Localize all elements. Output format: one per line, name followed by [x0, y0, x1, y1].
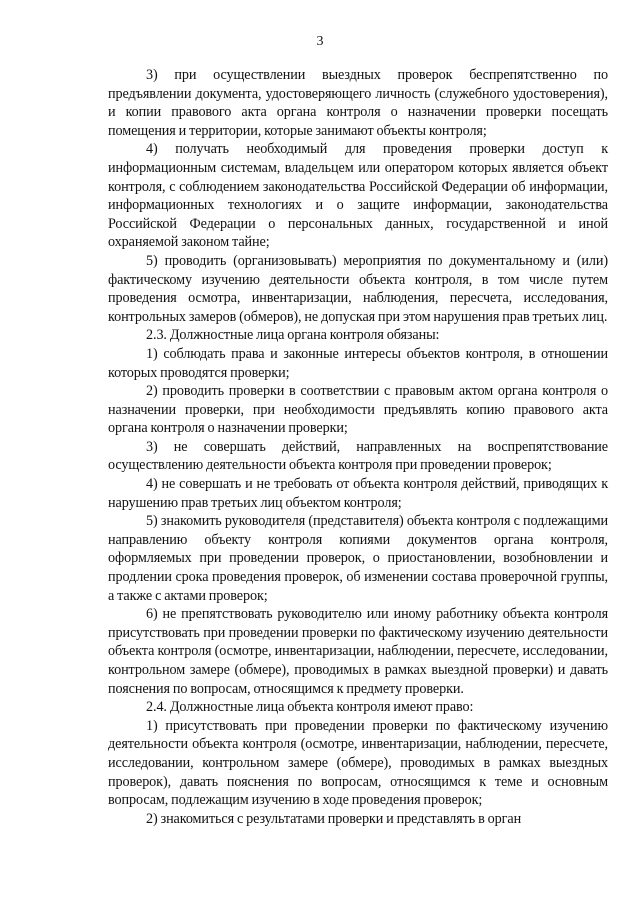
paragraph: 3) не совершать действий, направленных на воспрепятствование осуществлению деятельности объекта контроля при проведении проверок;: [108, 438, 608, 474]
paragraph: 2) проводить проверки в соответствии с правовым актом органа контроля о назначении проверки, при необходимости предъявлять копию правового акта органа контроля о назначении проверки;: [108, 383, 608, 437]
section-heading: 2.3. Должностные лица органа контроля обязаны:: [146, 327, 440, 344]
paragraph: 5) проводить (организовывать) мероприятия по документальному и (или) фактическому изучению деятельности объекта контроля, в том числе путем проведения осмотра, инвентаризации, наблюдения, пересчета, исследования, контрольных замеров (обмеров), не допуская при этом нарушения прав третьих лиц.: [108, 252, 608, 325]
section-heading: 2.4. Должностные лица объекта контроля имеют право:: [146, 699, 474, 716]
paragraph: 4) получать необходимый для проведения проверки доступ к информационным системам, владельцем или оператором которых является объект контроля, с соблюдением законодательства Российской Федерации об информации, информационных технологиях и о защите информации, законодательства Российской Федерации о персональных данных, государственной и иной охраняемой законом тайне;: [108, 141, 608, 251]
paragraph: 4) не совершать и не требовать от объекта контроля действий, приводящих к нарушению прав третьих лиц объектом контроля;: [108, 476, 608, 511]
page-number: 3: [316, 34, 324, 49]
document-body: [108, 66, 608, 828]
paragraph: 1) присутствовать при проведении проверки по фактическому изучению деятельности объекта контроля (осмотре, инвентаризации, наблюдении, пересчете, исследовании, контрольном замере (обмере), проводимых в рамках выездных проверок), давать пояснения по вопросам, относящимся к теме и основным вопросам, подлежащим изучению в ходе проведения проверок;: [108, 717, 608, 809]
paragraph: 1) соблюдать права и законные интересы объектов контроля, в отношении которых проводятся проверки;: [108, 345, 608, 381]
paragraph: 5) знакомить руководителя (представителя) объекта контроля с подлежащими направлению объекту контроля копиями документов органа контроля, оформляемых при проведении проверок, о приостановлении, возобновлении и продлении срока проведения проверок, об изменении состава проверочной группы, а также с актами проверок;: [108, 513, 608, 604]
paragraph: 2) знакомиться с результатами проверки и представлять в орган: [146, 810, 522, 827]
paragraph: 6) не препятствовать руководителю или иному работнику объекта контроля присутствовать при проведении проверки по фактическому изучению деятельности объекта контроля (осмотре, инвентаризации, наблюдении, пересчете, исследовании, контрольном замере (обмере), проводимых в рамках выездной проверки) и давать пояснения по вопросам, относящимся к предмету проверки.: [108, 606, 608, 697]
paragraph: 3) при осуществлении выездных проверок беспрепятственно по предъявлении документа, удостоверяющего личность (служебного удостоверения), и копии правового акта органа контроля о назначении проверки посещать помещения и территории, которые занимают объекты контроля;: [108, 67, 608, 139]
